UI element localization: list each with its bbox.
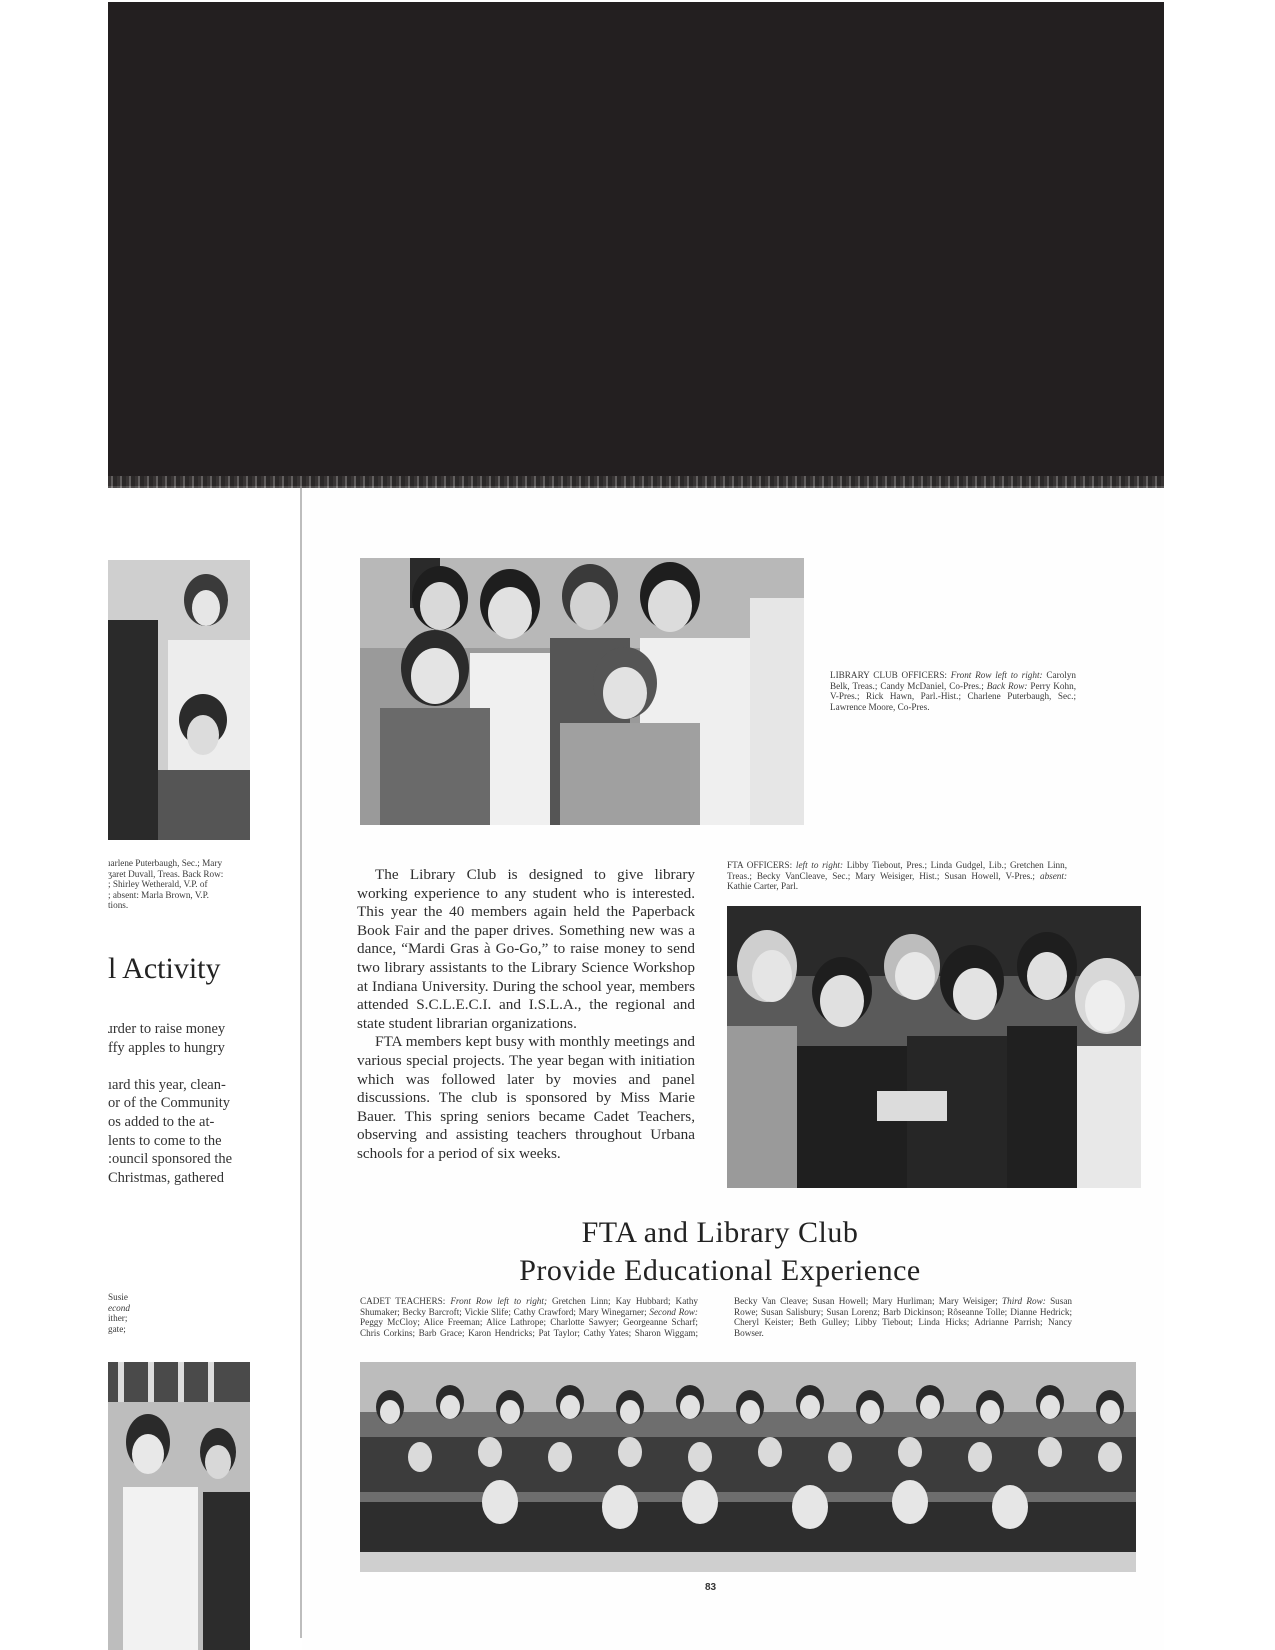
left-caption-line: tions. — [108, 900, 129, 911]
book-spine-gutter — [300, 488, 302, 1638]
cover-edge — [108, 476, 1164, 488]
left-page-photo-bottom — [108, 1362, 250, 1650]
left-text-line: :ouncil sponsored the — [108, 1151, 233, 1168]
caption-names: Perry Kohn, V-Pres.; Rick Hawn, Parl.-Hist.; Charlene Puterbaugh, Sec.; Lawrence Moore, Co-Pres. — [830, 680, 1077, 712]
left-caption2-line: econd — [108, 1302, 130, 1313]
caption-heading: LIBRARY CLUB OFFICERS: — [830, 670, 947, 680]
left-page-heading-fragment: l Activity — [108, 952, 221, 985]
caption-row-label: absent: — [1039, 870, 1068, 881]
fta-officers-caption — [727, 860, 1067, 892]
paragraph-fta: FTA members kept busy with monthly meetings and various special projects. The year began with initiation which was followed later by movies and panel discussions. The club is sponsored by Miss Marie Bauer. This spring seniors became Cadet Teachers, observing and assisting teachers throughout Urbana schools for a period of six weeks. — [357, 1033, 695, 1162]
caption-names: Carolyn Belk, Treas.; Candy McDaniel, Co-Pres.; — [830, 670, 1076, 691]
fta-officers-photo — [727, 906, 1141, 1188]
left-text-line: ıard this year, clean- — [108, 1076, 226, 1093]
page-headline — [420, 1214, 1020, 1290]
caption-row-label: Front Row left to right; — [450, 1296, 548, 1306]
book-cover-dark-area — [108, 2, 1164, 486]
page-number: 83 — [705, 1582, 717, 1593]
caption-names: Susan Rowe; Susan Salisbury; Susan Lorenz; Barb Dickinson; Rôseanne Tolle; Dianne Hedrick; Cheryl Keister; Beth Gulley; Libby Tiebout; Linda Hicks; Adrianne Parrish; Nancy Bowser. — [734, 1296, 1073, 1338]
article-body — [357, 866, 695, 1164]
left-text-line: ffy apples to hungry — [108, 1039, 225, 1056]
left-page-caption — [108, 858, 223, 911]
cadet-teachers-group-photo — [360, 1362, 1136, 1572]
left-caption-line: ; Shirley Wetherald, V.P. of — [108, 879, 208, 890]
headline-line-2: Provide Educational Experience — [519, 1254, 921, 1287]
caption-row-label: left to right: — [795, 860, 844, 870]
paragraph-library-club: The Library Club is designed to give library working experience to any student who is interested. This year the 40 members again held the Paperback Book Fair and the paper drives. Something new was a dance, “Mardi Gras à Go-Go,” to raise money to send two library assistants to the Library Science Workshop at Indiana University. During the school year, members attended S.C.L.E.C.I. and I.S.L.A., the regional and state student librarian organizations. — [357, 866, 695, 1032]
left-caption2-line: ither; — [108, 1313, 128, 1324]
left-page-caption-2 — [108, 1292, 130, 1334]
caption-heading: FTA OFFICERS: — [727, 860, 793, 870]
left-caption-line: ıarlene Puterbaugh, Sec.; Mary — [108, 858, 223, 868]
left-page-body-fragment — [108, 1020, 232, 1187]
left-text-line: or of the Community — [108, 1095, 231, 1112]
caption-names: Kathie Carter, Parl. — [727, 881, 799, 892]
cadet-teachers-caption — [360, 1296, 1072, 1348]
left-text-gap — [108, 1057, 232, 1076]
headline-line-1: FTA and Library Club — [581, 1216, 859, 1249]
caption-row-label: Front Row left to right: — [950, 670, 1043, 680]
caption-row-label: Back Row: — [986, 680, 1028, 691]
caption-row-label: Third Row: — [1002, 1296, 1046, 1306]
left-caption2-line: gate; — [108, 1323, 126, 1334]
left-text-line: os added to the at- — [108, 1113, 215, 1130]
left-text-line: lents to come to the — [108, 1132, 222, 1149]
library-club-officers-photo — [360, 558, 804, 825]
caption-row-label: Second Row: — [649, 1306, 698, 1317]
caption-heading: CADET TEACHERS: — [360, 1296, 446, 1306]
left-caption-line: ; absent: Marla Brown, V.P. — [108, 889, 209, 900]
caption-names: Gretchen Linn; Kay Hubbard; Kathy Shumaker; Becky Barcroft; Vickie Slife; Cathy Crawford; Mary Winegarner; — [360, 1296, 699, 1317]
left-caption-line: ʒaret Duvall, Treas. Back Row: — [108, 868, 224, 879]
left-text-line: Christmas, gathered — [108, 1169, 224, 1186]
left-page-photo-top — [108, 560, 250, 840]
library-club-officers-caption — [830, 670, 1076, 712]
caption-names: Peggy McCloy; Alice Freeman; Alice Lathrope; Charlotte Sawyer; Georgeanne Scharf; Chris Corkins; Barb Grace; Karon Hendricks; Pat Taylor; Cathy Yates; Sharon Wiggam; Becky Van Cleave; Susan Howell; Mary Hurliman; Mary Weisiger; — [360, 1296, 998, 1338]
caption-names: Libby Tiebout, Pres.; Linda Gudgel, Lib.; Gretchen Linn, Treas.; Becky VanCleave, Sec.; Mary Weisiger, Hist.; Susan Howell, V-Pres.; — [727, 860, 1068, 881]
left-text-line: ɹrder to raise money — [108, 1021, 226, 1037]
left-caption2-line: Susie — [108, 1292, 128, 1302]
